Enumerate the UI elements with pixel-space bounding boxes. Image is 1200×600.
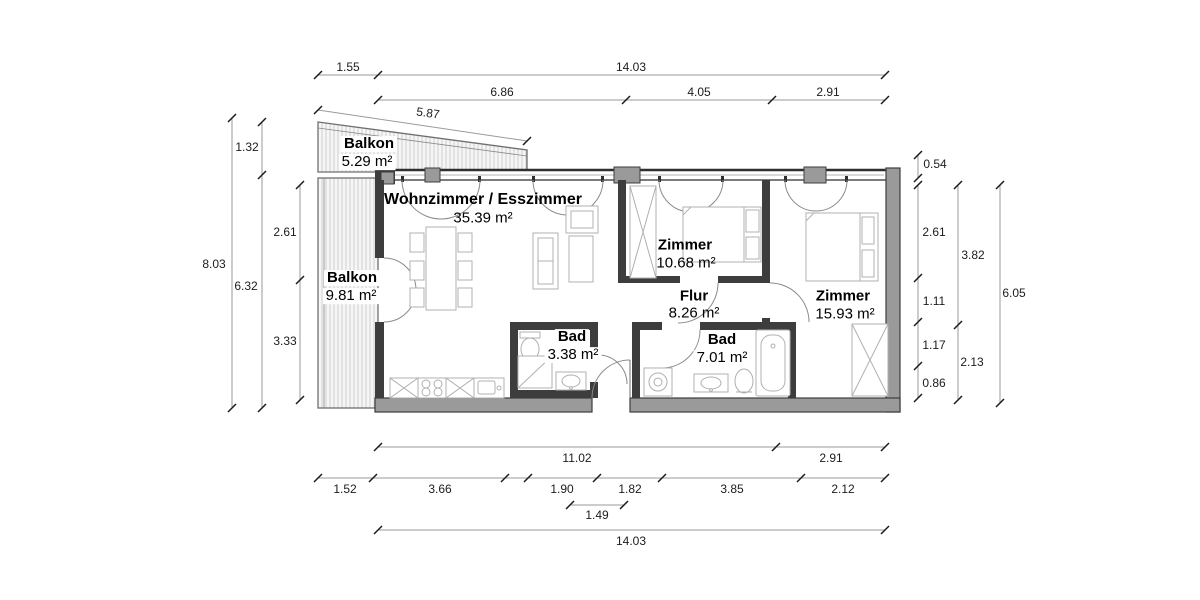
wardrobe-zimmer2: [852, 324, 888, 396]
room-label-flur-name: Flur: [679, 287, 709, 305]
dim-left-8-03: 8.03: [202, 257, 226, 271]
dim-bottom-1-90: 1.90: [550, 482, 574, 496]
room-label-zimmer1-area: 10.68 m²: [656, 254, 716, 272]
dim-top-14-03: 14.03: [615, 60, 647, 74]
room-label-bad-gross-name: Bad: [705, 332, 739, 348]
dim-top-1-55: 1.55: [336, 60, 360, 74]
room-label-balkon-top-area: 5.29 m²: [339, 154, 396, 170]
dim-bottom-2-91: 2.91: [819, 451, 843, 465]
room-label-bad-gross-area: 7.01 m²: [694, 350, 751, 366]
dim-bottom-1-49: 1.49: [585, 508, 609, 522]
dim-top-2-91: 2.91: [816, 85, 840, 99]
dim-right-6-05: 6.05: [1002, 286, 1026, 300]
dining-table: [410, 227, 472, 310]
room-label-balkon-left-area: 9.81 m²: [323, 288, 380, 304]
dim-right-2-61: 2.61: [922, 225, 946, 239]
room-label-bad-klein-name: Bad: [555, 329, 589, 345]
room-label-zimmer1-name: Zimmer: [657, 236, 713, 254]
dim-left-2-61: 2.61: [273, 225, 297, 239]
dim-bottom-1-82: 1.82: [618, 482, 642, 496]
dim-top-5-87: 5.87: [415, 104, 441, 122]
dim-bottom-3-85: 3.85: [720, 482, 744, 496]
dim-top-4-05: 4.05: [687, 85, 711, 99]
dim-bottom-2-12: 2.12: [831, 482, 855, 496]
dim-right-1-17: 1.17: [922, 338, 946, 352]
dim-bottom-11-02: 11.02: [562, 451, 592, 465]
room-label-flur-area: 8.26 m²: [668, 304, 720, 322]
dim-right-0-54: 0.54: [923, 157, 947, 171]
dim-right-1-11: 1.11: [922, 294, 946, 308]
dim-left-3-33: 3.33: [273, 334, 297, 348]
room-label-balkon-left-name: Balkon: [324, 270, 380, 286]
room-label-zimmer2-area: 15.93 m²: [815, 305, 875, 323]
room-label-zimmer2-name: Zimmer: [815, 287, 871, 305]
dim-right-3-82: 3.82: [961, 248, 985, 262]
dim-right-2-13: 2.13: [960, 355, 984, 369]
room-label-wohnzimmer-area: 35.39 m²: [453, 209, 513, 227]
room-label-balkon-top-name: Balkon: [341, 136, 397, 152]
dim-bottom-3-66: 3.66: [428, 482, 452, 496]
wardrobe-zimmer1: [630, 186, 656, 278]
room-label-wohnzimmer-name: Wohnzimmer / Esszimmer: [384, 191, 582, 208]
dim-top-6-86: 6.86: [490, 85, 514, 99]
kitchen-counter: [390, 378, 504, 398]
room-label-bad-klein-area: 3.38 m²: [545, 347, 602, 363]
dim-right-0-86: 0.86: [922, 376, 946, 390]
dim-bottom-1-52: 1.52: [333, 482, 357, 496]
dim-left-6-32: 6.32: [234, 279, 258, 293]
dim-bottom-14-03: 14.03: [615, 534, 647, 548]
bed-zimmer2: [806, 213, 878, 281]
sofa-group: [533, 206, 598, 289]
dim-left-1-32: 1.32: [235, 140, 259, 154]
